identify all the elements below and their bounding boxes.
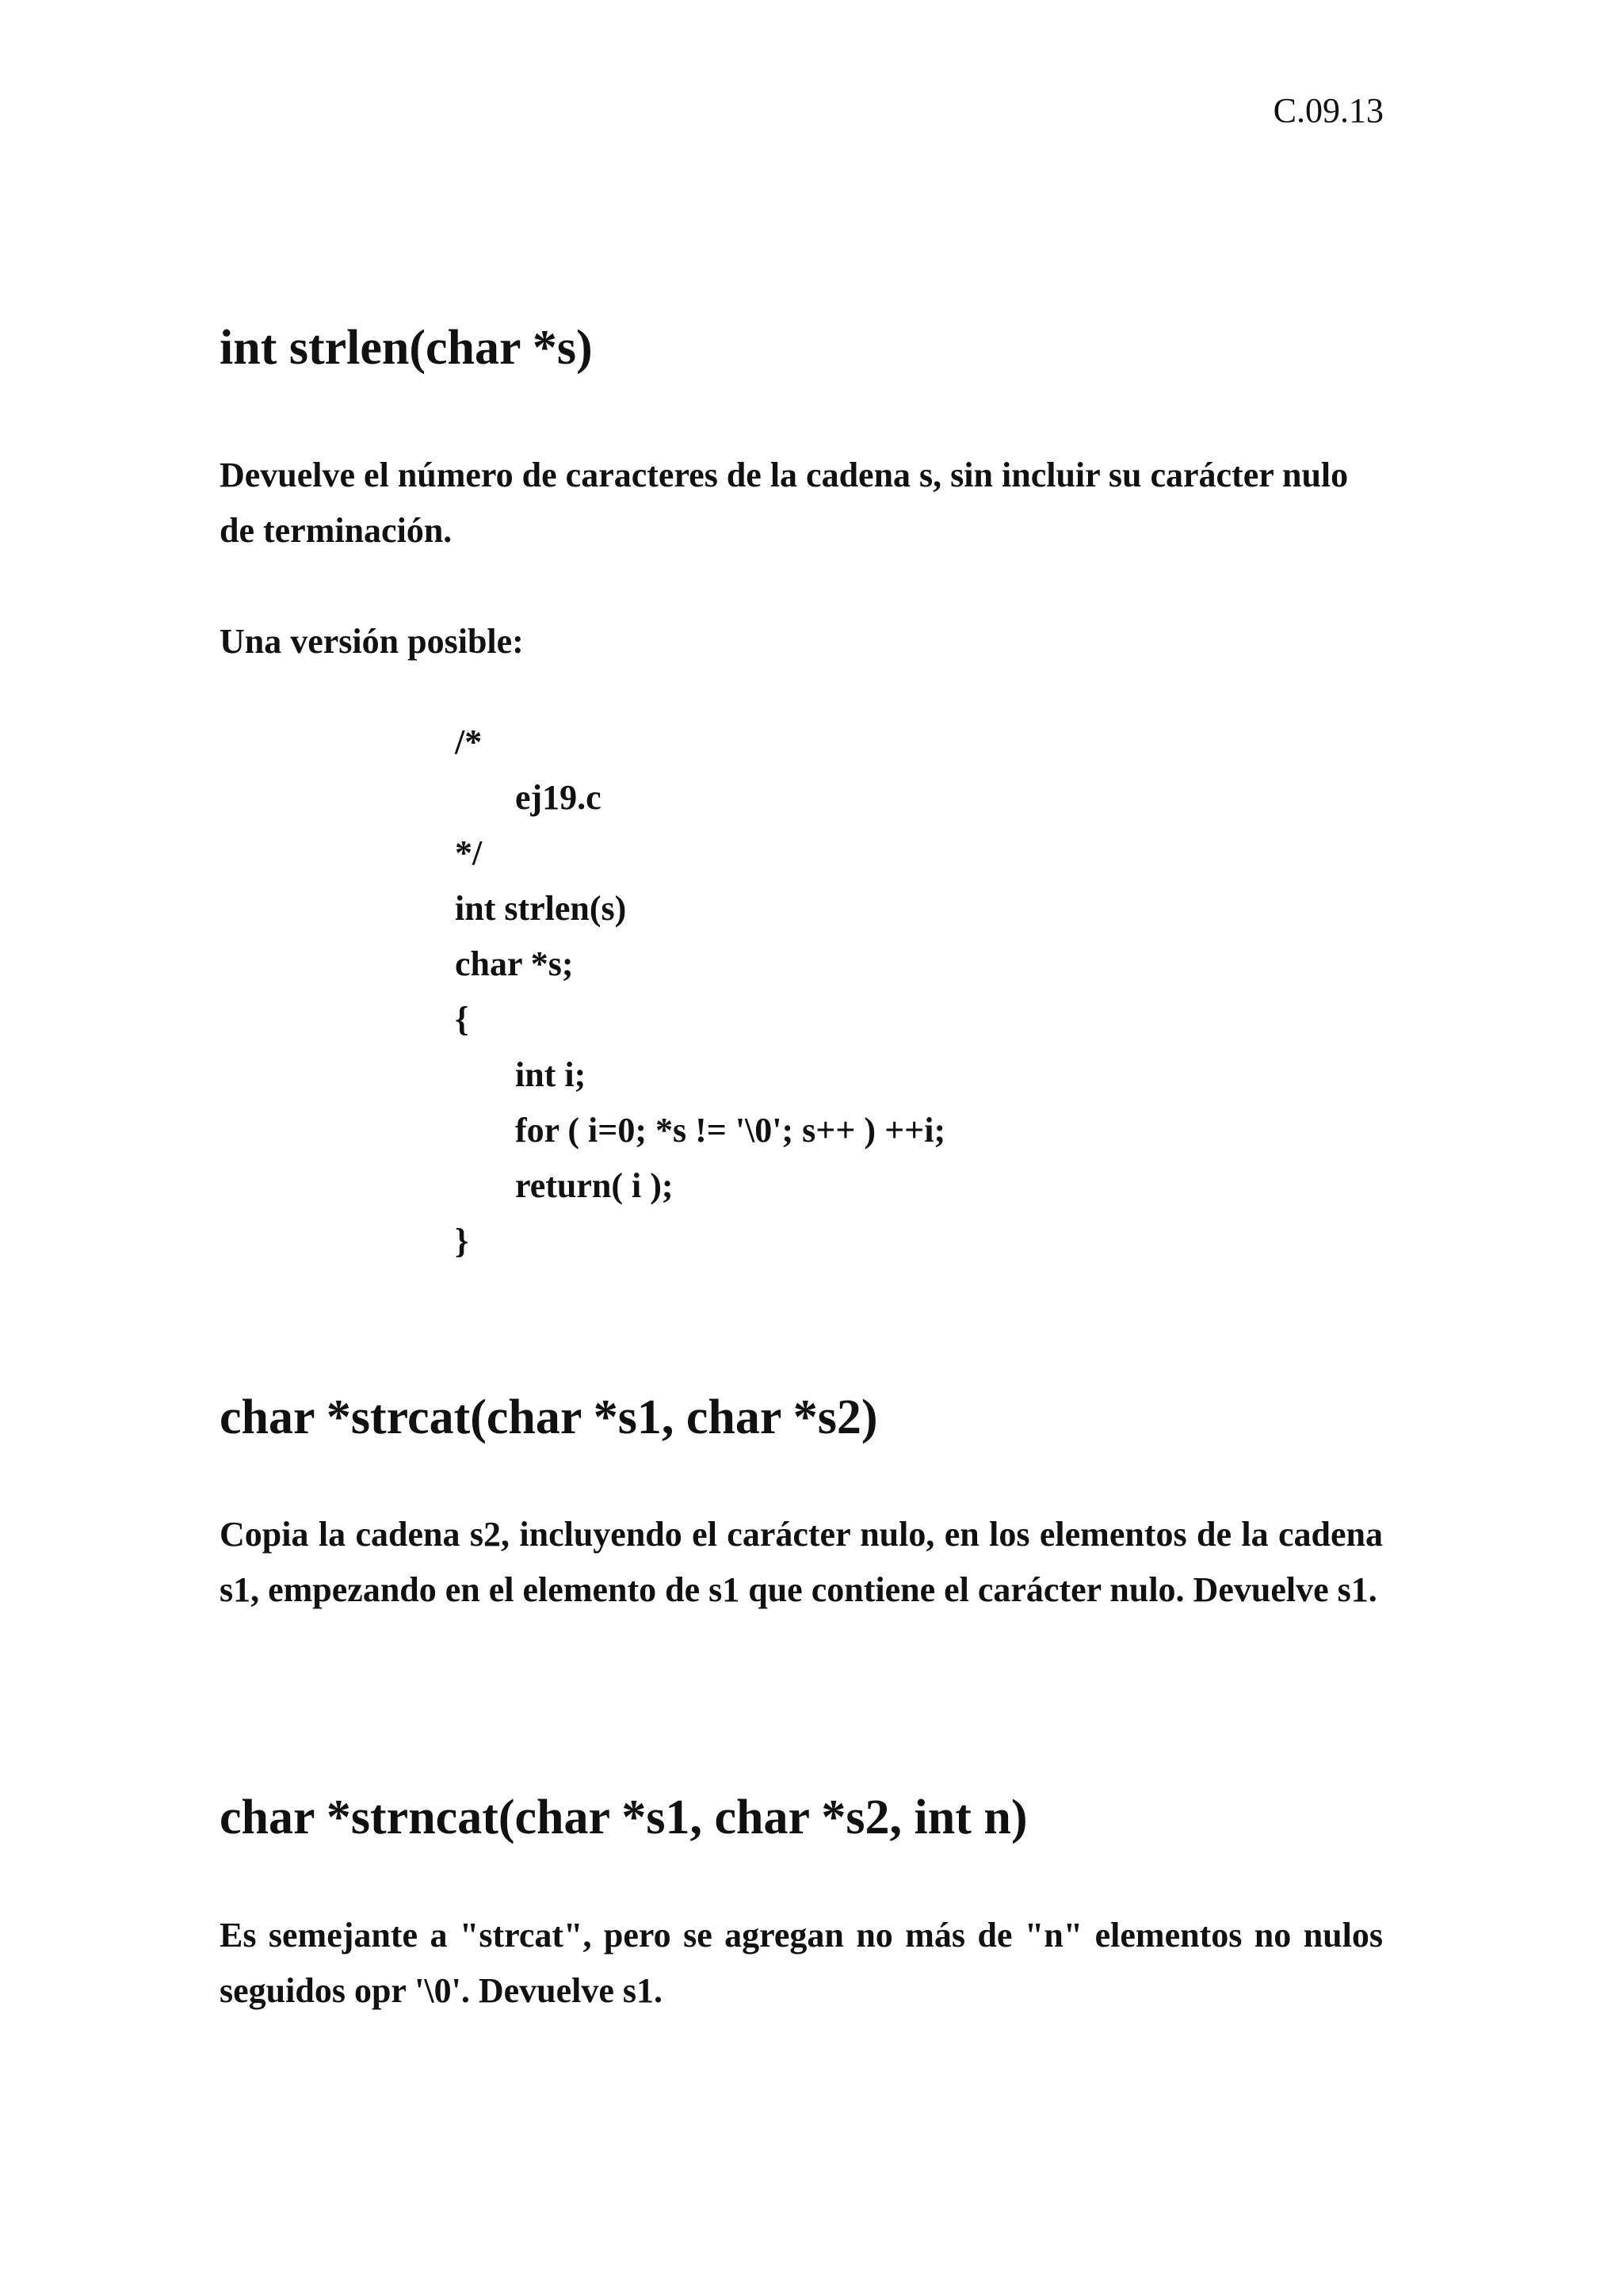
code-line: return( i ); <box>515 1166 674 1205</box>
code-line: } <box>455 1222 469 1261</box>
strncat-heading: char *strncat(char *s1, char *s2, int n) <box>220 1791 1028 1844</box>
code-line: char *s; <box>455 944 574 983</box>
strncat-description: Es semejante a "strcat", pero se agregan no más de "n" elementos no nulos seguidos opr '\0'. Devuelve s1. <box>220 1916 1383 2010</box>
strlen-heading: int strlen(char *s) <box>220 321 593 375</box>
page-number: C.09.13 <box>1273 91 1384 130</box>
strcat-description: Copia la cadena s2, incluyendo el carácter nulo, en los elementos de la cadena s1, empezando en el elemento de s1 que contiene el carácter nulo. Devuelve s1. <box>220 1515 1383 1609</box>
code-line: { <box>455 1000 469 1039</box>
strcat-heading: char *strcat(char *s1, char *s2) <box>220 1390 878 1444</box>
code-line: ej19.c <box>515 778 601 817</box>
strlen-example-intro: Una versión posible: <box>220 622 524 661</box>
code-line: int strlen(s) <box>455 889 627 928</box>
code-example <box>455 715 945 1269</box>
code-line: int i; <box>515 1055 586 1094</box>
code-line: */ <box>455 833 483 872</box>
strlen-description: Devuelve el número de caracteres de la cadena s, sin incluir su carácter nulo de terminación. <box>220 456 1349 550</box>
code-line: for ( i=0; *s != '\0'; s++ ) ++i; <box>515 1111 946 1150</box>
code-line: /* <box>455 723 483 761</box>
